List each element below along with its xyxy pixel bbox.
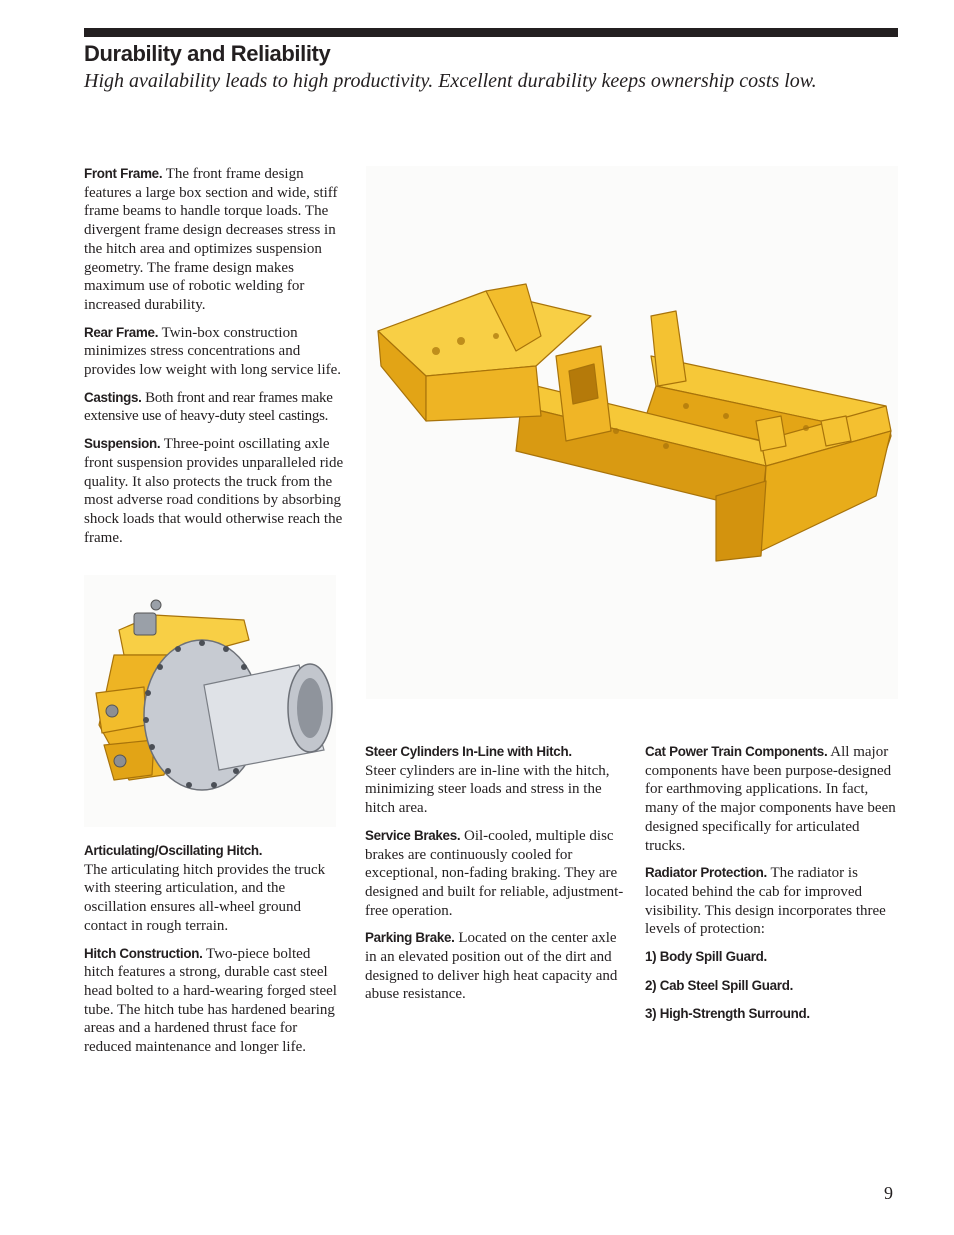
paragraph-steer-cylinders xyxy=(365,743,627,818)
body-hitch: The articulating hitch provides the truck with steering articulation, and the oscillation ensures all-wheel ground contact in rough terrain. xyxy=(84,861,326,934)
body-front-frame: The front frame design features a large box section and wide, stiff frame beams to handle torque loads. The divergent frame design decreases stress in the hitch area and optimizes suspension geometry. The frame design makes maximum use of robotic welding for increased durability. xyxy=(84,166,338,313)
body-power-train: All major components have been purpose-designed for earthmoving applications. In fact, many of the major components have been designed specifically for articulated trucks. xyxy=(645,744,896,854)
paragraph-service-brakes xyxy=(365,827,627,921)
body-steer-cylinders: Steer cylinders are in-line with the hitch, minimizing steer loads and stress in the hitch area. xyxy=(365,762,610,817)
heading-radiator: Radiator Protection. xyxy=(645,865,767,881)
heading-rear-frame: Rear Frame. xyxy=(84,324,159,340)
heading-parking-brake: Parking Brake. xyxy=(365,930,455,946)
paragraph-hitch xyxy=(84,842,344,936)
paragraph-power-train xyxy=(645,743,903,855)
header-rule xyxy=(84,28,898,37)
paragraph-castings xyxy=(84,389,344,426)
column-1b-text xyxy=(84,842,344,1066)
body-hitch-construction: Two-piece bolted hitch features a strong, durable cast steel head bolted to a hard-wearing forged steel tube. The hitch tube has hardened bearing areas and a hardened thrust face for reduced maintenance and longer life. xyxy=(84,945,337,1056)
heading-front-frame: Front Frame. xyxy=(84,166,163,181)
body-rear-frame: Twin-box construction minimizes stress concentrations and provides low weight with long service life. xyxy=(84,324,342,379)
protection-level-3-label: 3) High-Strength Surround. xyxy=(645,1006,810,1022)
hitch-drawing xyxy=(84,575,336,827)
hitch-opening xyxy=(569,364,598,404)
column-2-text xyxy=(365,743,627,1013)
heading-service-brakes: Service Brakes. xyxy=(365,827,461,843)
heading-power-train: Cat Power Train Components. xyxy=(645,744,828,759)
body-castings: Both front and rear frames make extensive use of heavy-duty steel castings. xyxy=(84,389,333,425)
hitch-head-lug-lower xyxy=(104,740,154,780)
heading-castings: Castings. xyxy=(84,389,142,405)
heading-hitch-construction: Hitch Construction. xyxy=(84,945,203,961)
page-number: 9 xyxy=(884,1183,893,1203)
frame-illustration xyxy=(366,166,898,699)
protection-level-2-label: 2) Cab Steel Spill Guard. xyxy=(645,977,794,993)
protection-level-1 xyxy=(645,948,903,967)
heading-steer-cylinders: Steer Cylinders In-Line with Hitch. xyxy=(365,744,572,759)
paragraph-parking-brake xyxy=(365,929,627,1004)
front-frame-face xyxy=(426,366,541,421)
paragraph-front-frame xyxy=(84,165,344,315)
frame-lug xyxy=(756,416,786,451)
frame-lug-rear xyxy=(821,416,851,446)
body-radiator: The radiator is located behind the cab for improved visibility. This design incorporates three levels of protection: xyxy=(645,865,886,938)
paragraph-rear-frame xyxy=(84,324,344,380)
heading-hitch: Articulating/Oscillating Hitch. xyxy=(84,843,263,858)
protection-level-1-label: 1) Body Spill Guard. xyxy=(645,949,767,965)
protection-level-2 xyxy=(645,977,903,996)
heading-suspension: Suspension. xyxy=(84,436,161,452)
body-parking-brake: Located on the center axle in an elevated position out of the dirt and designed to deliver high heat capacity and abuse resistance. xyxy=(365,930,618,1003)
column-1-text xyxy=(84,165,344,556)
paragraph-hitch-construction xyxy=(84,945,344,1057)
body-suspension: Three-point oscillating axle front suspension provides unparalleled ride quality. It also protects the truck from the most adverse road conditions by absorbing shock loads that would otherwise reach the frame. xyxy=(84,436,344,546)
hitch-head-lug xyxy=(96,687,146,733)
body-service-brakes: Oil-cooled, multiple disc brakes are continuously cooled for exceptional, non-fading braking. They are designed and built for reliable, adjustment-free operation. xyxy=(365,827,624,919)
paragraph-radiator xyxy=(645,864,903,939)
protection-level-3 xyxy=(645,1005,903,1024)
frame-drawing xyxy=(366,166,898,699)
page-title: Durability and Reliability xyxy=(84,41,331,66)
paragraph-suspension xyxy=(84,435,344,547)
column-3-text xyxy=(645,743,903,1034)
hitch-illustration xyxy=(84,575,336,827)
page-subtitle: High availability leads to high productivity. Excellent durability keeps ownership costs low. xyxy=(84,70,817,92)
